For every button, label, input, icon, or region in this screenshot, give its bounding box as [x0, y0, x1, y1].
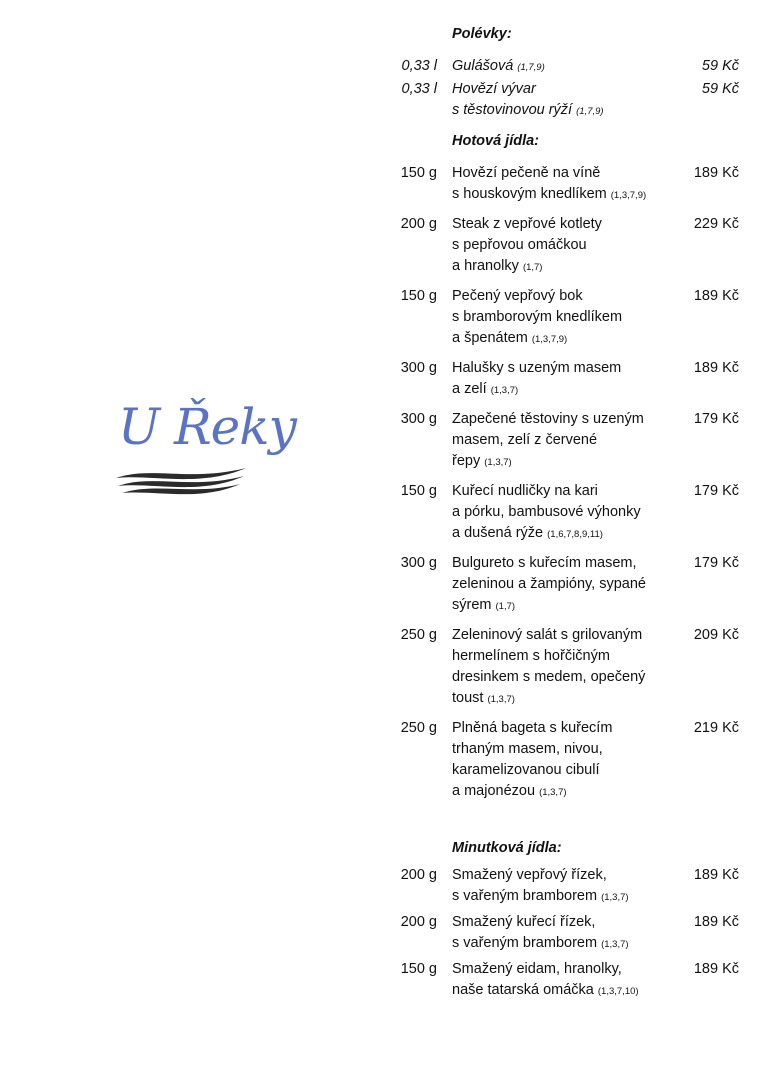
item-quantity: 200 g: [400, 867, 437, 883]
item-name: [452, 959, 672, 1002]
item-name: [452, 358, 672, 401]
item-name-line: [452, 358, 672, 379]
item-quantity: 200 g: [400, 914, 437, 930]
item-name-line: [452, 574, 672, 595]
item-allergens: (1,7,9): [576, 106, 604, 117]
item-name-line: [452, 502, 672, 523]
item-price: 59 Kč: [701, 58, 739, 74]
menu-item: [389, 912, 739, 955]
section-soups: [389, 24, 739, 122]
item-name-text: s bramborovým knedlíkem: [452, 309, 623, 325]
item-name: [452, 409, 672, 473]
item-name-text: a dušená rýže: [452, 525, 544, 541]
item-name-text: masem, zelí z červené: [452, 432, 598, 448]
item-name-line: [452, 667, 672, 688]
item-name-line: [452, 79, 672, 100]
item-name-line: [452, 980, 672, 1002]
item-quantity: 250 g: [400, 627, 437, 643]
section-heading: Hotová jídla:: [452, 133, 540, 149]
item-name-line: [452, 595, 672, 617]
menu-item: [389, 959, 739, 1002]
item-name-line: [452, 328, 672, 350]
item-name-line: [452, 184, 672, 206]
item-name-line: [452, 481, 672, 502]
item-name-text: s pepřovou omáčkou: [452, 237, 587, 253]
item-name-line: [452, 256, 672, 278]
menu-item: [389, 214, 739, 278]
item-name-text: Gulášová: [452, 58, 514, 74]
item-name-text: a hranolky: [452, 258, 519, 274]
item-allergens: (1,3,7): [539, 787, 567, 798]
item-name-text: s těstovinovou rýží: [452, 102, 573, 118]
menu-item: [389, 286, 739, 350]
item-quantity: 300 g: [400, 360, 437, 376]
item-quantity: 0,33 l: [401, 81, 437, 97]
item-name-line: [452, 379, 672, 401]
item-name-line: [452, 100, 672, 122]
item-name-line: [452, 523, 672, 545]
menu-item: [389, 56, 739, 78]
item-name-line: [452, 625, 672, 646]
item-price: 189 Kč: [693, 360, 739, 376]
item-allergens: (1,3,7,10): [597, 986, 639, 997]
item-name-text: zeleninou a žampióny, sypané: [452, 576, 646, 592]
section-minute: [389, 838, 739, 1002]
item-name-text: a majonézou: [452, 783, 536, 799]
item-price: 219 Kč: [693, 720, 739, 736]
item-name-line: [452, 739, 672, 760]
item-name-text: toust: [452, 690, 484, 706]
item-name-text: hermelínem s hořčičným: [452, 648, 610, 664]
item-name: [452, 214, 672, 278]
item-name: [452, 865, 672, 908]
item-name: [452, 718, 672, 803]
item-name-text: řepy: [452, 453, 481, 469]
item-price: 179 Kč: [693, 411, 739, 427]
item-allergens: (1,3,7,9): [610, 190, 647, 201]
item-name-text: s houskovým knedlíkem: [452, 186, 607, 202]
item-quantity: 300 g: [400, 411, 437, 427]
item-name-text: sýrem: [452, 597, 492, 613]
item-allergens: (1,3,7): [484, 457, 512, 468]
menu-item: [389, 409, 739, 473]
item-name-text: a špenátem: [452, 330, 528, 346]
item-allergens: (1,7): [522, 262, 543, 273]
item-price: 229 Kč: [693, 216, 739, 232]
item-name-line: [452, 865, 672, 886]
item-name-line: [452, 553, 672, 574]
section-heading: Minutková jídla:: [452, 840, 562, 856]
item-allergens: (1,6,7,8,9,11): [547, 529, 603, 540]
item-name-line: [452, 781, 672, 803]
menu-item: [389, 718, 739, 803]
item-allergens: (1,3,7): [601, 939, 629, 950]
item-name-line: [452, 760, 672, 781]
menu: [389, 20, 739, 1002]
section-heading: Polévky:: [452, 26, 512, 42]
item-name-line: [452, 56, 672, 78]
item-price: 189 Kč: [693, 288, 739, 304]
item-quantity: 150 g: [400, 961, 437, 977]
main-list: [389, 163, 739, 803]
item-allergens: (1,3,7): [601, 892, 629, 903]
item-price: 189 Kč: [693, 867, 739, 883]
menu-item: [389, 358, 739, 401]
item-name: [452, 56, 672, 78]
restaurant-logo: [110, 398, 296, 508]
logo-text: U Řeky: [118, 398, 296, 456]
minute-list: [389, 865, 739, 1002]
item-name-line: [452, 451, 672, 473]
item-price: 189 Kč: [693, 914, 739, 930]
item-name-line: [452, 886, 672, 908]
item-price: 209 Kč: [693, 627, 739, 643]
item-name-text: Zeleninový salát s grilovaným: [452, 627, 643, 643]
item-name: [452, 912, 672, 955]
item-price: 179 Kč: [693, 483, 739, 499]
item-name-text: Hovězí pečeně na víně: [452, 165, 601, 181]
item-name-line: [452, 959, 672, 980]
item-name-text: Pečený vepřový bok: [452, 288, 583, 304]
item-name-line: [452, 718, 672, 739]
item-name-line: [452, 286, 672, 307]
item-name-text: Smažený vepřový řízek,: [452, 867, 607, 883]
item-name-text: trhaným masem, nivou,: [452, 741, 603, 757]
menu-item: [389, 625, 739, 710]
item-name-text: Zapečené těstoviny s uzeným: [452, 411, 644, 427]
menu-item: [389, 163, 739, 206]
item-name-line: [452, 688, 672, 710]
item-name-text: s vařeným bramborem: [452, 888, 598, 904]
item-name-line: [452, 163, 672, 184]
item-name: [452, 286, 672, 350]
item-quantity: 150 g: [400, 165, 437, 181]
menu-item: [389, 79, 739, 122]
item-name-line: [452, 430, 672, 451]
item-allergens: (1,3,7,9): [531, 334, 568, 345]
item-price: 189 Kč: [693, 961, 739, 977]
item-name-text: a pórku, bambusové výhonky: [452, 504, 641, 520]
item-name: [452, 79, 672, 122]
item-name-text: Bulgureto s kuřecím masem,: [452, 555, 637, 571]
item-name-text: Kuřecí nudličky na kari: [452, 483, 598, 499]
item-name-text: Smažený eidam, hranolky,: [452, 961, 622, 977]
item-name: [452, 553, 672, 617]
item-quantity: 250 g: [400, 720, 437, 736]
item-name-text: s vařeným bramborem: [452, 935, 598, 951]
item-price: 189 Kč: [693, 165, 739, 181]
item-price: 59 Kč: [701, 81, 739, 97]
item-name: [452, 481, 672, 545]
item-name-line: [452, 646, 672, 667]
item-name-text: karamelizovanou cibulí: [452, 762, 600, 778]
item-name-text: naše tatarská omáčka: [452, 982, 594, 998]
menu-item: [389, 481, 739, 545]
item-quantity: 0,33 l: [401, 58, 437, 74]
item-name-line: [452, 912, 672, 933]
item-name-line: [452, 307, 672, 328]
item-name-line: [452, 933, 672, 955]
item-name-text: Hovězí vývar: [452, 81, 536, 97]
item-name-line: [452, 235, 672, 256]
item-quantity: 300 g: [400, 555, 437, 571]
soups-list: [389, 56, 739, 122]
item-allergens: (1,7,9): [517, 62, 545, 73]
item-quantity: 200 g: [400, 216, 437, 232]
item-name-line: [452, 409, 672, 430]
item-name-text: a zelí: [452, 381, 487, 397]
item-quantity: 150 g: [400, 483, 437, 499]
item-name-text: Steak z vepřové kotlety: [452, 216, 602, 232]
item-allergens: (1,3,7): [490, 385, 519, 396]
item-name-text: Halušky s uzeným masem: [452, 360, 622, 376]
item-name: [452, 625, 672, 710]
logo-waves-icon: [110, 460, 250, 500]
section-main: [389, 131, 739, 803]
menu-item: [389, 865, 739, 908]
item-name-text: dresinkem s medem, opečený: [452, 669, 646, 685]
item-quantity: 150 g: [400, 288, 437, 304]
item-allergens: (1,3,7): [487, 694, 515, 705]
item-name-text: Smažený kuřecí řízek,: [452, 914, 596, 930]
item-name: [452, 163, 672, 206]
menu-item: [389, 553, 739, 617]
item-name-text: Plněná bageta s kuřecím: [452, 720, 613, 736]
item-name-line: [452, 214, 672, 235]
item-price: 179 Kč: [693, 555, 739, 571]
item-allergens: (1,7): [495, 601, 516, 612]
